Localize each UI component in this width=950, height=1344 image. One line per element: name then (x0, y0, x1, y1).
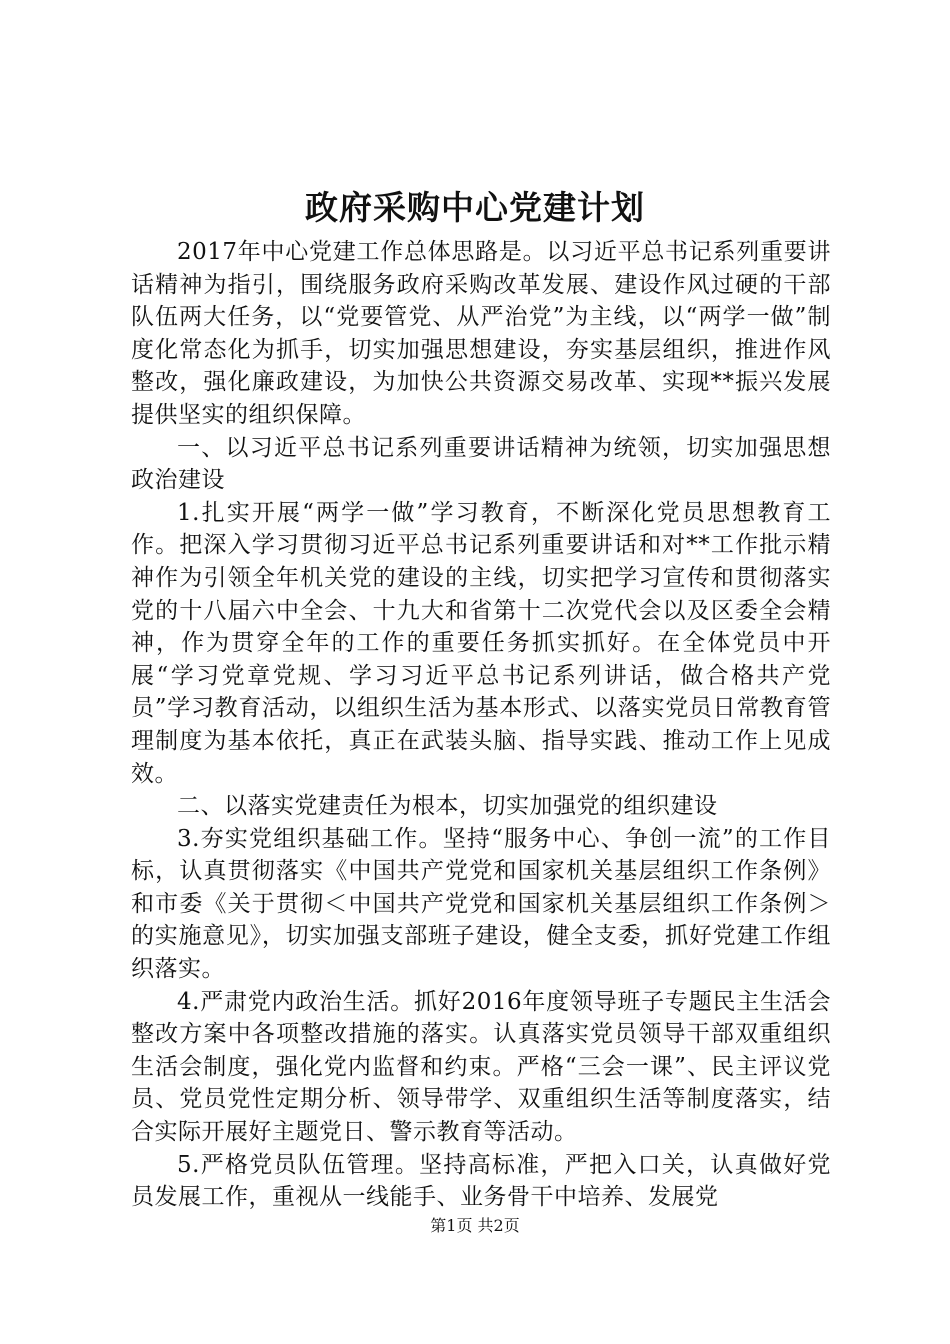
paragraph-item-4: 4.严肃党内政治生活。抓好2016年度领导班子专题民主生活会整改方案中各项整改措施的落实。认真落实党员领导干部双重组织生活会制度，强化党内监督和约束。严格“三会一课”、民主评议党员、党员党性定期分析、领导带学、双重组织生活等制度落实，结合实际开展好主题党日、警示教育等活动。 (131, 988, 831, 1146)
document-body (131, 236, 831, 1214)
paragraph-item-1: 1.扎实开展“两学一做”学习教育，不断深化党员思想教育工作。把深入学习贯彻习近平总书记系列重要讲话和对**工作批示精神作为引领全年机关党的建设的主线，切实把学习宣传和贯彻落实党的十八届六中全会、十九大和省第十二次党代会以及区委全会精神，作为贯穿全年的工作的重要任务抓实抓好。在全体党员中开展“学习党章党规、学习习近平总书记系列讲话，做合格共产党员”学习教育活动，以组织生活为基本形式、以落实党员日常教育管理制度为基本依托，真正在武装头脑、指导实践、推动工作上见成效。 (131, 499, 831, 787)
paragraph-item-5: 5.严格党员队伍管理。坚持高标准，严把入口关，认真做好党员发展工作，重视从一线能手、业务骨干中培养、发展党 (131, 1151, 831, 1211)
section-heading-2: 二、以落实党建责任为根本，切实加强党的组织建设 (177, 793, 718, 820)
section-heading-1: 一、以习近平总书记系列重要讲话精神为统领，切实加强思想政治建设 (131, 434, 831, 494)
paragraph-intro: 2017年中心党建工作总体思路是。以习近平总书记系列重要讲话精神为指引，围绕服务政府采购改革发展、建设作风过硬的干部队伍两大任务，以“党要管党、从严治党”为主线，以“两学一做”制度化常态化为抓手，切实加强思想建设，夯实基层组织，推进作风整改，强化廉政建设，为加快公共资源交易改革、实现**振兴发展提供坚实的组织保障。 (131, 239, 831, 428)
page-footer: 第1页 共2页 (430, 1216, 520, 1235)
document-title: 政府采购中心党建计划 (305, 188, 645, 227)
paragraph-item-3: 3.夯实党组织基础工作。坚持“服务中心、争创一流”的工作目标，认真贯彻落实《中国共产党党和国家机关基层组织工作条例》和市委《关于贯彻＜中国共产党党和国家机关基层组织工作条例＞的实施意见》，切实加强支部班子建设，健全支委，抓好党建工作组织落实。 (131, 825, 831, 983)
